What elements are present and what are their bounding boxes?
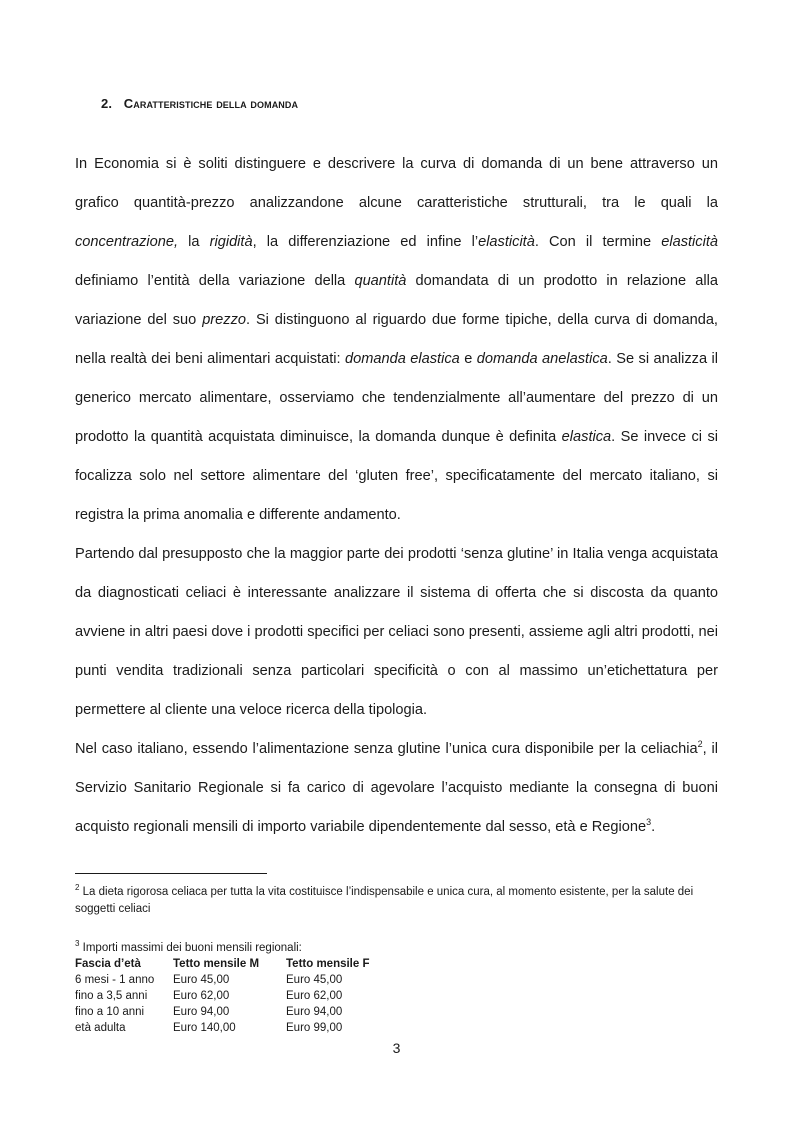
cell-age: 6 mesi - 1 anno (75, 974, 155, 986)
table-row (75, 1004, 406, 1020)
text-run: . Se si analizza il generico mercato alimentare, osserviamo che tendenzialmente all’aumentare del prezzo di un prodotto la quantità acquistata diminuisce, la domanda dunque è definita (75, 351, 718, 445)
text-run: Nel caso italiano, essendo l’alimentazione senza glutine l’unica cura disponibile per la celiachia (75, 741, 698, 757)
paragraph (75, 730, 718, 847)
footnote-text: La dieta rigorosa celiaca per tutta la vita costituisce l’indispensabile e unica cura, al momento esistente, per la salute dei soggetti celiaci (75, 886, 694, 915)
cell-age: età adulta (75, 1022, 126, 1034)
voucher-table (75, 956, 406, 1036)
text-run: . Se invece ci si focalizza solo nel settore alimentare del ‘gluten free’, specificatamente del mercato italiano, si registra la prima anomalia e differente andamento. (75, 429, 719, 523)
text-run: , la differenziazione ed infine l’ (252, 234, 479, 250)
cell-male: Euro 94,00 (173, 1006, 230, 1018)
column-header-female: Tetto mensile F (286, 958, 370, 970)
section-number: 2. (101, 96, 113, 111)
text-run: . Con il termine (534, 234, 662, 250)
table-header-row (75, 956, 406, 972)
cell-male: Euro 140,00 (173, 1022, 236, 1034)
section-title: Caratteristiche della domanda (123, 96, 299, 111)
column-header-age: Fascia d’età (75, 958, 141, 970)
cell-female: Euro 94,00 (286, 1006, 343, 1018)
cell-age: fino a 10 anni (75, 1006, 145, 1018)
footnote-marker: 3 (75, 939, 80, 949)
emphasis-text: domanda anelastica (476, 351, 608, 367)
text-run: . Si distinguono al riguardo due forme tipiche, della curva di domanda, nella realtà dei beni alimentari acquistati: (75, 312, 718, 367)
text-run: In Economia si è soliti distinguere e descrivere la curva di domanda di un bene attraverso un grafico quantità-prezzo analizzandone alcune caratteristiche strutturali, tra le quali la (75, 156, 718, 211)
cell-female: Euro 45,00 (286, 974, 343, 986)
section-heading (101, 96, 298, 111)
emphasis-text: quantità (354, 273, 407, 289)
table-row (75, 972, 406, 988)
emphasis-text: elastica (561, 429, 612, 445)
text-run: . (651, 819, 656, 835)
table-row (75, 1020, 406, 1036)
paragraph (75, 145, 718, 535)
column-header-male: Tetto mensile M (173, 958, 260, 970)
body-text (75, 145, 718, 847)
footnote-marker: 2 (75, 883, 80, 893)
cell-female: Euro 99,00 (286, 1022, 343, 1034)
table-row (75, 988, 406, 1004)
footnote-2 (75, 884, 720, 918)
cell-male: Euro 62,00 (173, 990, 230, 1002)
footnote-separator (75, 873, 267, 874)
footnote-ref: 3 (646, 817, 652, 828)
emphasis-text: prezzo (202, 312, 246, 328)
text-run: domandata di un prodotto in relazione alla variazione del suo (75, 273, 718, 328)
text-run: definiamo l’entità della variazione della (75, 273, 355, 289)
footnote-intro: Importi massimi dei buoni mensili regionali: (79, 942, 302, 954)
cell-age: fino a 3,5 anni (75, 990, 148, 1002)
text-run: , il Servizio Sanitario Regionale si fa carico di agevolare l’acquisto mediante la consegna di buoni acquisto regionali mensili di importo variabile dipendentemente dal sesso, età e Regione (75, 741, 718, 835)
text-run: Partendo dal presupposto che la maggior parte dei prodotti ‘senza glutine’ in Italia venga acquistata da diagnosticati celiaci è interessante analizzare il sistema di offerta che si discosta da quanto avviene in altri paesi dove i prodotti specifici per celiaci sono presenti, assieme agli altri prodotti, nei punti vendita tradizionali senza particolari specificità o con al massimo un’etichettatura per permettere al cliente una veloce ricerca della tipologia. (75, 546, 718, 718)
text-run: e (459, 351, 477, 367)
paragraph (75, 535, 718, 730)
cell-female: Euro 62,00 (286, 990, 343, 1002)
page-number: 3 (392, 1040, 401, 1056)
footnote-3 (75, 940, 720, 1036)
emphasis-text: rigidità (209, 234, 253, 250)
emphasis-text: concentrazione, (75, 234, 179, 250)
text-run: la (178, 234, 210, 250)
emphasis-text: elasticità (661, 234, 719, 250)
emphasis-text: domanda elastica (344, 351, 460, 367)
cell-male: Euro 45,00 (173, 974, 230, 986)
emphasis-text: elasticità (478, 234, 535, 250)
footnote-ref: 2 (697, 739, 703, 750)
